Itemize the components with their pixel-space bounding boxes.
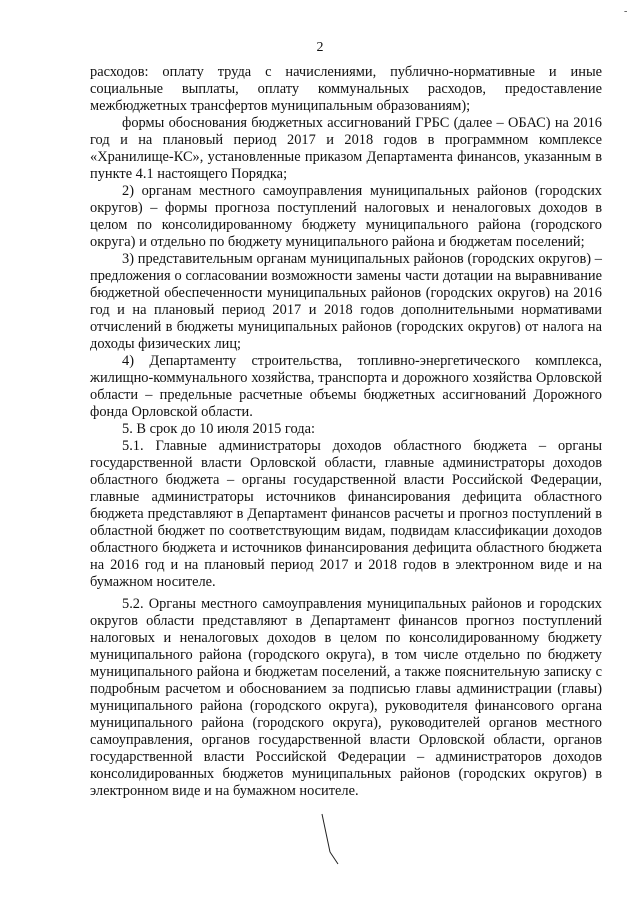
paragraph-7: 5.1. Главные администраторы доходов областного бюджета – органы государственной власти Орловской области, главные администраторы доходов областного бюджета – органы государственной власти Российской Федерации, главные администраторы источников финансирования дефицита областного бюджета представляют в Департамент финансов расчеты и прогноз поступлений в областной бюджет по соответствующим видам, подвидам классификации доходов областного бюджета и источников финансирования дефицита областного бюджета на 2016 год и на плановый период 2017 и 2018 годов в электронном виде и на бумажном носителе. <box>90 438 602 590</box>
paragraph-5: 4) Департаменту строительства, топливно-энергетического комплекса, жилищно-коммунального хозяйства, транспорта и дорожного хозяйства Орловской области – предельные расчетные объемы бюджетных ассигнований Дорожного фонда Орловской области. <box>90 353 602 420</box>
paragraph-3: 2) органам местного самоуправления муниципальных районов (городских округов) – формы прогноза поступлений налоговых и неналоговых доходов в целом по консолидированному бюджету муниципального района (городского округа) и отдельно по бюджету муниципального района и бюджетам поселений; <box>90 183 602 250</box>
paragraph-2: формы обоснования бюджетных ассигнований ГРБС (далее – ОБАС) на 2016 год и на плановый период 2017 и 2018 годов в программном комплексе «Хранилище-КС», установленные приказом Департамента финансов, указанным в пункте 4.1 настоящего Порядка; <box>90 115 602 182</box>
page-number: 2 <box>316 40 324 55</box>
paragraph-8: 5.2. Органы местного самоуправления муниципальных районов и городских округов области представляют в Департамент финансов прогноз поступлений налоговых и неналоговых доходов в целом по консолидированному бюджету муниципального района (городского округа), в том числе отдельно по бюджету муниципального района и бюджетам поселений, а также пояснительную записку с подробным расчетом и обоснованием за подписью главы администрации (главы) муниципального района (городского округа), руководителя финансового органа муниципального района (городского округа), руководителей органов местного самоуправления, органов государственной власти Орловской области, органов государственной власти Российской Федерации – администраторов доходов консолидированных бюджетов муниципальных районов (городских округов) в электронном виде и на бумажном носителе. <box>90 596 602 799</box>
pen-mark <box>300 812 360 872</box>
corner-mark: - <box>624 6 628 17</box>
document-body <box>90 64 602 800</box>
paragraph-1: расходов: оплату труда с начислениями, публично-нормативные и иные социальные выплаты, оплату коммунальных расходов, предоставление межбюджетных трансфертов муниципальным образованиям); <box>90 64 602 114</box>
paragraph-6: 5. В срок до 10 июля 2015 года: <box>122 421 315 437</box>
paragraph-4: 3) представительным органам муниципальных районов (городских округов) – предложения о согласовании возможности замены части дотации на выравнивание бюджетной обеспеченности муниципальных районов (городских округов) на 2016 год и на плановый период 2017 и 2018 годов дополнительными нормативами отчислений в бюджеты муниципальных районов (городских округов) от налога на доходы физических лиц; <box>90 251 602 352</box>
